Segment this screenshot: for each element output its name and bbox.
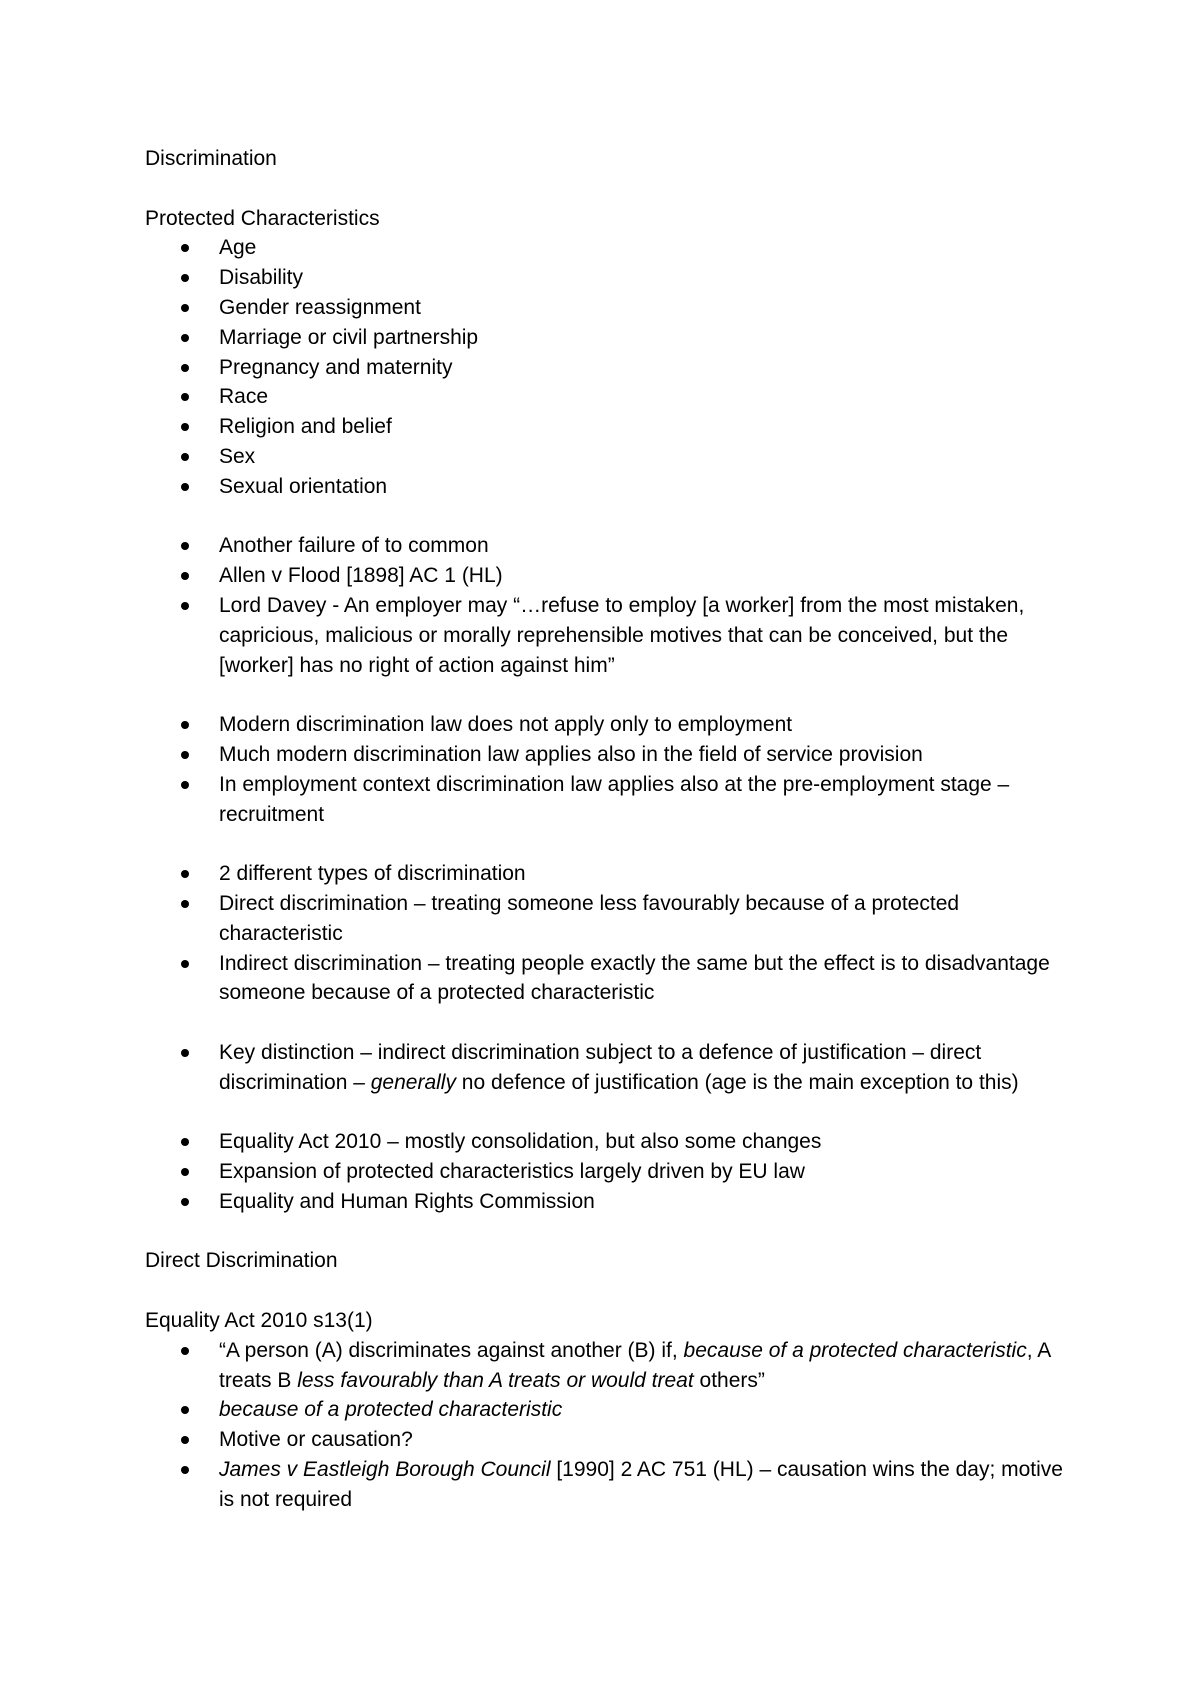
document-body: [145, 144, 1065, 1515]
list-item: 2 different types of discrimination: [145, 859, 1065, 889]
list-item: Direct discrimination – treating someone less favourably because of a protected characteristic: [145, 889, 1065, 949]
list-item: James v Eastleigh Borough Council [1990] 2 AC 751 (HL) – causation wins the day; motive is not required: [145, 1455, 1065, 1515]
bullet-icon: [181, 781, 189, 789]
bullet-icon: [181, 453, 189, 461]
list-item: Motive or causation?: [145, 1425, 1065, 1455]
spacer: [145, 502, 1065, 532]
bullet-icon: [181, 572, 189, 580]
bullet-icon: [181, 1436, 189, 1444]
spacer: [145, 1217, 1065, 1247]
bullet-icon: [181, 304, 189, 312]
protected-characteristics-list: [145, 233, 1065, 501]
bullet-icon: [181, 1049, 189, 1057]
bullet-icon: [181, 274, 189, 282]
bullet-icon: [181, 1466, 189, 1474]
list-item: Much modern discrimination law applies also in the field of service provision: [145, 740, 1065, 770]
bullet-icon: [181, 364, 189, 372]
key-distinction-list: [145, 1038, 1065, 1098]
bullet-icon: [181, 393, 189, 401]
list-item: Allen v Flood [1898] AC 1 (HL): [145, 561, 1065, 591]
bullet-icon: [181, 1347, 189, 1355]
s13-list: [145, 1336, 1065, 1515]
s13-heading: Equality Act 2010 s13(1): [145, 1309, 373, 1333]
list-item: because of a protected characteristic: [145, 1395, 1065, 1425]
list-item: “A person (A) discriminates against another (B) if, because of a protected characteristic, A treats B less favourably than A treats or would treat others”: [145, 1336, 1065, 1396]
bullet-icon: [181, 1406, 189, 1414]
spacer: [145, 1008, 1065, 1038]
spacer: [145, 680, 1065, 710]
list-item: Indirect discrimination – treating people exactly the same but the effect is to disadvantage someone because of a protected characteristic: [145, 949, 1065, 1009]
list-item: Expansion of protected characteristics largely driven by EU law: [145, 1157, 1065, 1187]
list-item: Disability: [145, 263, 1065, 293]
list-item: In employment context discrimination law applies also at the pre-employment stage – recruitment: [145, 770, 1065, 830]
spacer: [145, 1098, 1065, 1128]
bullet-icon: [181, 542, 189, 550]
bullet-icon: [181, 870, 189, 878]
list-item: Gender reassignment: [145, 293, 1065, 323]
bullet-icon: [181, 960, 189, 968]
list-item: Religion and belief: [145, 412, 1065, 442]
list-item: Key distinction – indirect discrimination subject to a defence of justification – direct discrimination – generally no defence of justification (age is the main exception to this): [145, 1038, 1065, 1098]
list-item: Pregnancy and maternity: [145, 353, 1065, 383]
list-item: Modern discrimination law does not apply only to employment: [145, 710, 1065, 740]
bullet-icon: [181, 1198, 189, 1206]
bullet-icon: [181, 1138, 189, 1146]
scope-list: [145, 710, 1065, 829]
bullet-icon: [181, 1168, 189, 1176]
document-title: Discrimination: [145, 147, 277, 170]
bullet-icon: [181, 334, 189, 342]
spacer: [145, 1276, 1065, 1306]
bullet-icon: [181, 721, 189, 729]
protected-characteristics-heading: Protected Characteristics: [145, 206, 380, 230]
list-item: Lord Davey - An employer may “…refuse to employ [a worker] from the most mistaken, capricious, malicious or morally reprehensible motives that can be conceived, but the [worker] has no right of action against him”: [145, 591, 1065, 680]
list-item: Age: [145, 233, 1065, 263]
bullet-icon: [181, 423, 189, 431]
list-item: Equality Act 2010 – mostly consolidation, but also some changes: [145, 1127, 1065, 1157]
bullet-icon: [181, 244, 189, 252]
common-law-list: [145, 531, 1065, 680]
list-item: Sexual orientation: [145, 472, 1065, 502]
spacer: [145, 174, 1065, 204]
list-item: Marriage or civil partnership: [145, 323, 1065, 353]
types-list: [145, 859, 1065, 1008]
list-item: Race: [145, 382, 1065, 412]
list-item: Another failure of to common: [145, 531, 1065, 561]
direct-discrimination-heading: Direct Discrimination: [145, 1249, 338, 1273]
bullet-icon: [181, 483, 189, 491]
spacer: [145, 829, 1065, 859]
bullet-icon: [181, 900, 189, 908]
bullet-icon: [181, 751, 189, 759]
list-item: Sex: [145, 442, 1065, 472]
list-item: Equality and Human Rights Commission: [145, 1187, 1065, 1217]
bullet-icon: [181, 602, 189, 610]
equality-act-list: [145, 1127, 1065, 1216]
